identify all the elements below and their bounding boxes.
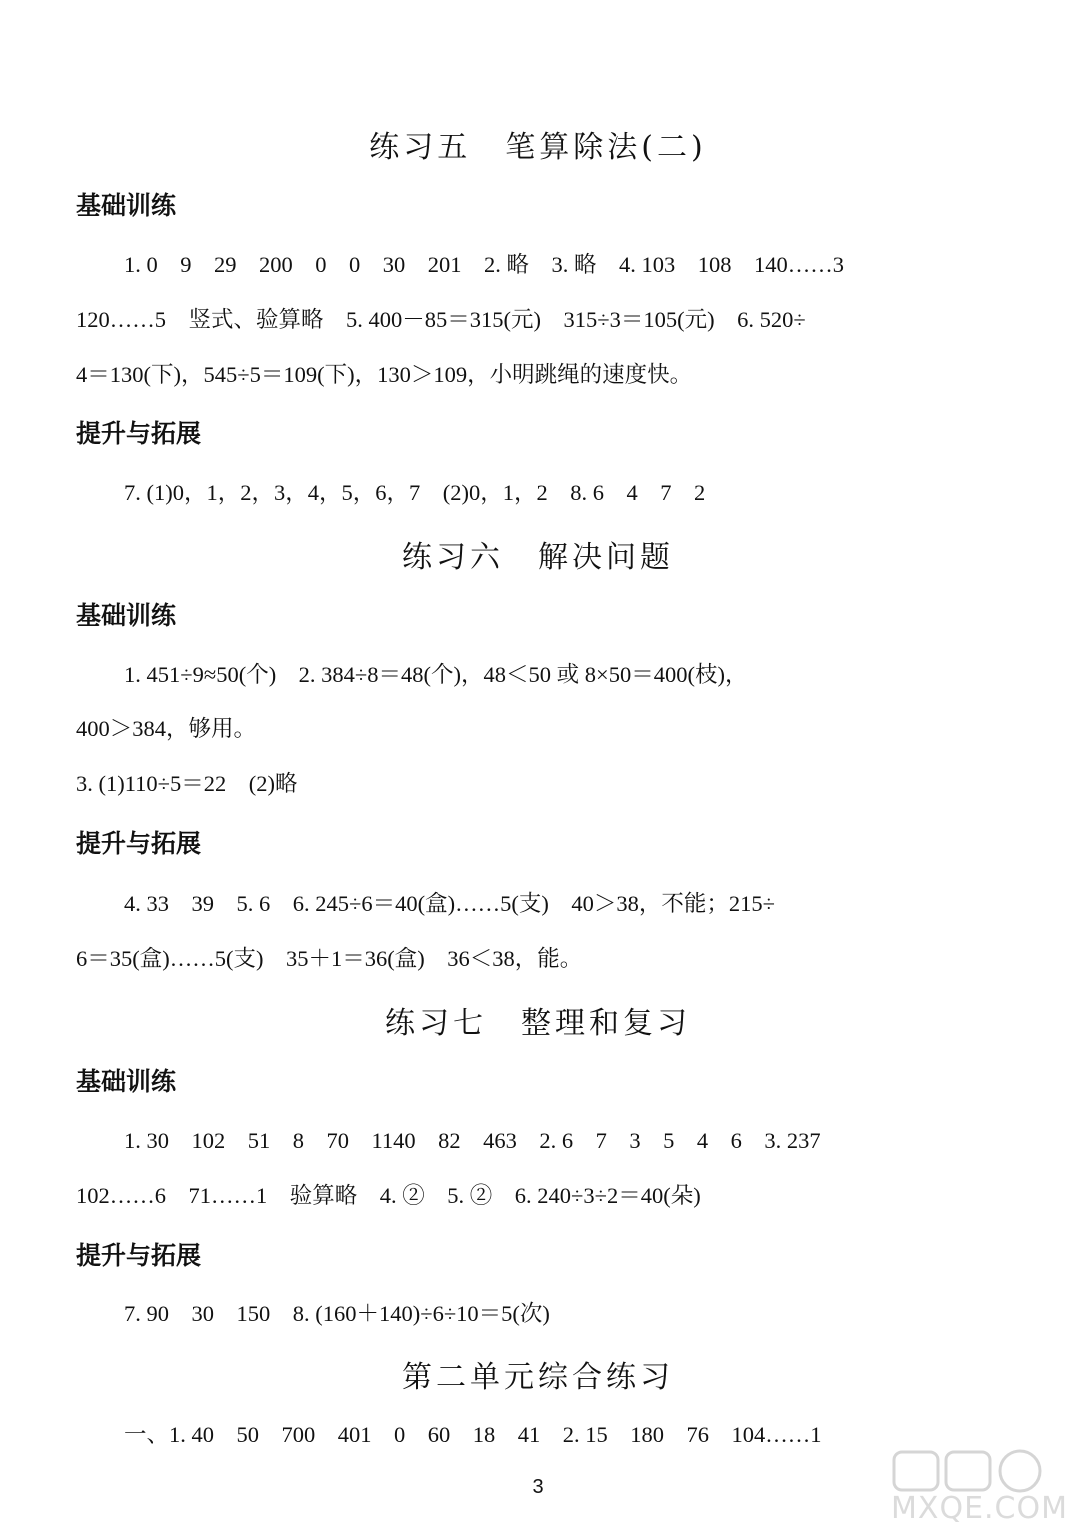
section-title-ex5: 练习五 笔算除法(二) bbox=[369, 130, 707, 165]
section-title-unit2: 第二单元综合练习 bbox=[402, 1360, 674, 1395]
page-number: 3 bbox=[532, 1476, 544, 1498]
heading-ext-ex7: 提升与拓展 bbox=[76, 1241, 202, 1270]
answer-line: 7. (1)0，1，2，3，4，5，6，7 (2)0，1，2 8. 6 4 7 2 bbox=[124, 480, 706, 505]
heading-basic-ex5: 基础训练 bbox=[76, 191, 177, 220]
watermark-stamp-icon bbox=[888, 1448, 1068, 1494]
section-title-ex7: 练习七 整理和复习 bbox=[385, 1006, 691, 1041]
answer-line: 7. 90 30 150 8. (160＋140)÷6÷10＝5(次) bbox=[124, 1301, 550, 1326]
answer-line: 1. 451÷9≈50(个) 2. 384÷8＝48(个)，48＜50 或 8×50＝400(枝)， bbox=[124, 662, 748, 687]
section-title-ex6: 练习六 解决问题 bbox=[402, 540, 674, 575]
heading-basic-ex6: 基础训练 bbox=[76, 601, 177, 630]
answer-line: 1. 30 102 51 8 70 1140 82 463 2. 6 7 3 5 4 6 3. 237 bbox=[124, 1128, 821, 1153]
answer-line: 6＝35(盒)……5(支) 35＋1＝36(盒) 36＜38，能。 bbox=[76, 946, 583, 971]
answer-line: 一、1. 40 50 700 401 0 60 18 41 2. 15 180 76 104……1 bbox=[124, 1422, 822, 1447]
answer-line: 3. (1)110÷5＝22 (2)略 bbox=[76, 771, 298, 796]
answer-line: 4. 33 39 5. 6 6. 245÷6＝40(盒)……5(支) 40＞38，不能；215÷ bbox=[124, 891, 775, 916]
watermark-text: MXQE.COM bbox=[891, 1491, 1068, 1526]
heading-ext-ex5: 提升与拓展 bbox=[76, 419, 202, 448]
answer-line: 120……5 竖式、验算略 5. 400－85＝315(元) 315÷3＝105(元) 6. 520÷ bbox=[76, 307, 806, 332]
watermark-logo bbox=[888, 1448, 1068, 1528]
answer-line: 1. 0 9 29 200 0 0 30 201 2. 略 3. 略 4. 103 108 140……3 bbox=[124, 252, 845, 277]
answer-line: 4＝130(下)，545÷5＝109(下)，130＞109，小明跳绳的速度快。 bbox=[76, 362, 693, 387]
heading-ext-ex6: 提升与拓展 bbox=[76, 829, 202, 858]
answer-line: 400＞384，够用。 bbox=[76, 716, 257, 741]
answer-line: 102……6 71……1 验算略 4. ② 5. ② 6. 240÷3÷2＝40(朵) bbox=[76, 1183, 701, 1208]
heading-basic-ex7: 基础训练 bbox=[76, 1067, 177, 1096]
